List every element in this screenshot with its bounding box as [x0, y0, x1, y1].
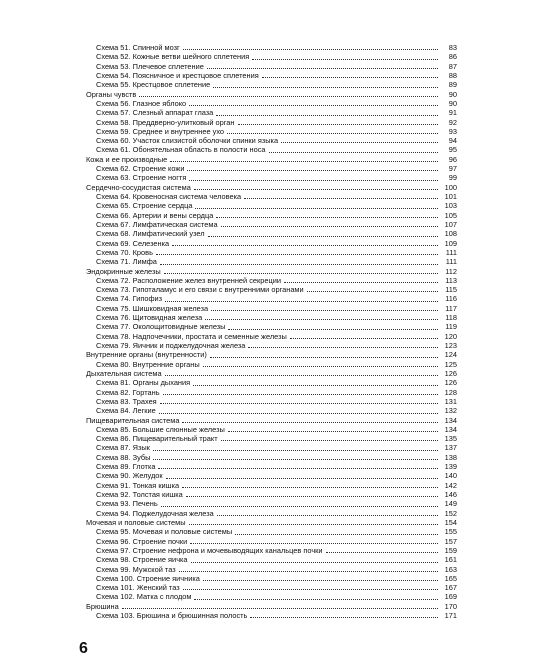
toc-entry [86, 527, 457, 536]
dot-leader [194, 599, 438, 600]
dot-leader [161, 506, 438, 507]
toc-page-number: 107 [444, 219, 457, 229]
toc-page-number: 134 [444, 415, 457, 425]
dot-leader [182, 487, 438, 488]
toc-page-number: 95 [448, 145, 457, 155]
toc-entry [86, 537, 457, 546]
toc-page-number: 118 [445, 313, 457, 323]
toc-label: Схема 83. Трахея [96, 396, 157, 406]
toc-entry [86, 62, 457, 71]
toc-label: Схема 74. Гипофиз [96, 294, 163, 304]
dot-leader [235, 534, 438, 535]
toc-page-number: 171 [444, 611, 457, 621]
toc-label: Схема 82. Гортань [96, 387, 160, 397]
toc-label: Схема 72. Расположение желез внутренней секреции [96, 275, 281, 285]
toc-page-number: 101 [444, 192, 457, 201]
toc-label: Схема 84. Легкие [96, 406, 156, 416]
toc-entry [86, 136, 457, 145]
toc-entry [86, 108, 457, 117]
toc-entry [86, 406, 457, 415]
toc-entry [86, 304, 457, 313]
toc-label: Схема 88. Зубы [96, 452, 151, 462]
toc-entry [86, 490, 457, 499]
dot-leader [183, 589, 438, 590]
toc-page-number: 149 [444, 499, 457, 509]
dot-leader [221, 440, 438, 441]
dot-leader [194, 189, 438, 190]
dot-leader [227, 133, 438, 134]
toc-page-number: 112 [445, 266, 457, 276]
toc-entry [86, 574, 457, 583]
dot-leader [170, 161, 438, 162]
toc-label: Схема 89. Глотка [96, 462, 156, 472]
dot-leader [190, 543, 438, 544]
toc-page-number: 91 [448, 108, 457, 118]
toc-label: Схема 71. Лимфа [96, 257, 157, 267]
toc-page-number: 113 [445, 275, 457, 285]
toc-label: Схема 98. Строение яичка [96, 555, 188, 565]
dot-leader [207, 68, 438, 69]
toc-entry [86, 118, 457, 127]
toc-entry [86, 80, 457, 89]
toc-page-number: 123 [444, 341, 457, 350]
toc-page-number: 103 [444, 201, 457, 211]
toc-entry [86, 397, 457, 406]
toc-label: Схема 63. Строение ногтя [96, 173, 187, 183]
toc-section [86, 416, 457, 425]
toc-entry [86, 239, 457, 248]
toc-entry [86, 99, 457, 108]
dot-leader [244, 198, 438, 199]
toc-label: Схема 91. Тонкая кишка [96, 480, 180, 490]
dot-leader [186, 496, 438, 497]
toc-page-number: 90 [448, 98, 457, 108]
dot-leader [159, 413, 438, 414]
toc-label: Схема 69. Селезенка [96, 238, 170, 248]
dot-leader [281, 142, 438, 143]
toc-page-number: 126 [444, 378, 457, 388]
dot-leader [163, 394, 438, 395]
toc-label: Схема 79. Яичник и поджелудочная железа [96, 341, 246, 350]
dot-leader [187, 170, 438, 171]
toc-section [86, 350, 457, 359]
toc-entry [86, 611, 457, 620]
dot-leader [160, 403, 438, 404]
toc-label: Схема 100. Строение яичника [96, 573, 200, 583]
toc-page-number: 89 [448, 80, 457, 90]
toc-label: Пищеварительная система [86, 415, 180, 425]
toc-entry [86, 565, 457, 574]
toc-page-number: 99 [448, 173, 457, 183]
toc-entry [86, 285, 457, 294]
dot-leader [290, 338, 438, 339]
toc-label: Схема 61. Обонятельная область в полости носа [96, 145, 266, 155]
toc-label: Кожа и ее производные [86, 154, 168, 164]
toc-page-number: 167 [444, 583, 457, 593]
toc-page-number: 94 [448, 136, 457, 146]
toc-page-number: 105 [444, 210, 457, 220]
toc-label: Схема 52. Кожные ветви шейного сплетения [96, 52, 250, 62]
toc-label: Схема 67. Лимфатическая система [96, 219, 218, 229]
toc-entry [86, 71, 457, 80]
toc-section [86, 602, 457, 611]
toc-label: Схема 64. Кровеносная система человека [96, 192, 242, 201]
toc-label: Схема 95. Мочевая и половые системы [96, 527, 233, 537]
dot-leader [284, 282, 438, 283]
toc-entry [86, 211, 457, 220]
toc-label: Схема 51. Спинной мозг [96, 43, 180, 52]
toc-entry [86, 229, 457, 238]
toc-page-number: 111 [445, 257, 457, 267]
toc-page-number: 116 [445, 294, 457, 304]
toc-page-number: 165 [444, 573, 457, 583]
dot-leader [195, 208, 438, 209]
toc-entry [86, 378, 457, 387]
dot-leader [189, 180, 438, 181]
toc-entry [86, 173, 457, 182]
table-of-contents [86, 43, 457, 620]
toc-page-number: 117 [445, 303, 457, 313]
toc-entry [86, 313, 457, 322]
toc-page-number: 125 [444, 359, 457, 369]
toc-label: Эндокринные железы [86, 266, 161, 276]
toc-page-number: 169 [444, 592, 457, 602]
dot-leader [153, 450, 438, 451]
toc-page-number: 159 [444, 545, 457, 555]
toc-entry [86, 220, 457, 229]
toc-entry [86, 546, 457, 555]
toc-label: Схема 57. Слезный аппарат глаза [96, 108, 214, 118]
toc-page-number: 119 [445, 322, 457, 332]
toc-label: Схема 97. Строение нефрона и мочевыводящих канальцев почки [96, 545, 323, 555]
toc-entry [86, 360, 457, 369]
dot-leader [193, 385, 438, 386]
toc-section [86, 369, 457, 378]
toc-page-number: 115 [445, 285, 457, 295]
toc-label: Схема 73. Гипоталамус и его связи с внутренними органами [96, 285, 304, 295]
dot-leader [252, 59, 438, 60]
toc-label: Схема 78. Надпочечники, простата и семенные железы [96, 331, 287, 341]
toc-page-number: 131 [444, 396, 457, 406]
toc-entry [86, 145, 457, 154]
toc-entry [86, 257, 457, 266]
toc-entry [86, 453, 457, 462]
toc-label: Сердечно-сосудистая система [86, 182, 191, 192]
dot-leader [172, 245, 438, 246]
toc-label: Схема 70. Кровь [96, 247, 153, 257]
dot-leader [158, 468, 438, 469]
dot-leader [165, 375, 438, 376]
toc-label: Дыхательная система [86, 368, 162, 378]
dot-leader [203, 580, 438, 581]
toc-entry [86, 322, 457, 331]
toc-label: Схема 102. Матка с плодом [96, 592, 192, 602]
toc-label: Схема 60. Участок слизистой оболочки спинки языка [96, 136, 279, 146]
toc-page-number: 83 [448, 43, 457, 52]
toc-section [86, 155, 457, 164]
toc-label: Брюшина [86, 601, 119, 611]
toc-page-number: 126 [444, 368, 457, 378]
toc-label: Схема 93. Печень [96, 499, 158, 509]
toc-entry [86, 555, 457, 564]
dot-leader [307, 291, 438, 292]
dot-leader [189, 524, 438, 525]
dot-leader [191, 562, 438, 563]
toc-entry [86, 388, 457, 397]
toc-label: Схема 68. Лимфатический узел [96, 229, 205, 239]
toc-entry [86, 294, 457, 303]
toc-page-number: 124 [444, 350, 457, 360]
toc-label: Схема 53. Плечевое сплетение [96, 61, 204, 71]
dot-leader [217, 515, 438, 516]
toc-label: Органы чувств [86, 89, 137, 99]
toc-page-number: 93 [448, 126, 457, 136]
toc-page-number: 170 [444, 601, 457, 611]
dot-leader [213, 87, 438, 88]
toc-page-number: 120 [444, 331, 457, 341]
toc-page-number: 134 [444, 424, 457, 434]
dot-leader [122, 608, 438, 609]
dot-leader [250, 617, 438, 618]
toc-label: Схема 56. Глазное яблоко [96, 98, 187, 108]
toc-entry [86, 276, 457, 285]
toc-section [86, 518, 457, 527]
toc-page-number: 88 [448, 70, 457, 80]
toc-page-number: 137 [444, 443, 457, 453]
toc-entry [86, 499, 457, 508]
dot-leader [189, 105, 438, 106]
toc-label: Схема 99. Мужской таз [96, 564, 176, 574]
toc-page-number: 128 [444, 387, 457, 397]
toc-label: Схема 101. Женский таз [96, 583, 180, 593]
toc-label: Схема 76. Щитовидная железа [96, 313, 203, 323]
dot-leader [269, 152, 439, 153]
dot-leader [179, 571, 438, 572]
toc-entry [86, 481, 457, 490]
toc-page-number: 100 [444, 182, 457, 192]
toc-entry [86, 192, 457, 201]
toc-entry [86, 592, 457, 601]
toc-label: Схема 55. Крестцовое сплетение [96, 80, 211, 90]
dot-leader [160, 264, 438, 265]
toc-label: Схема 92. Толстая кишка [96, 490, 183, 499]
dot-leader [326, 552, 438, 553]
toc-label: Схема 80. Внутренние органы [96, 359, 200, 369]
toc-label: Схема 86. Пищеварительный тракт [96, 434, 218, 444]
toc-section [86, 183, 457, 192]
toc-entry [86, 127, 457, 136]
dot-leader [156, 254, 438, 255]
toc-label: Схема 58. Преддверно-улитковый орган [96, 117, 235, 127]
toc-entry [86, 43, 457, 52]
toc-entry [86, 332, 457, 341]
toc-page-number: 111 [445, 247, 457, 257]
dot-leader [238, 124, 439, 125]
toc-label: Схема 75. Шишковидная железа [96, 303, 209, 313]
dot-leader [153, 459, 438, 460]
toc-page-number: 96 [448, 154, 457, 164]
toc-page-number: 142 [444, 480, 457, 490]
dot-leader [139, 96, 438, 97]
toc-label: Схема 103. Брюшина и брюшинная полость [96, 611, 248, 621]
toc-entry [86, 425, 457, 434]
dot-leader [164, 273, 438, 274]
toc-label: Схема 96. Строение почки [96, 536, 188, 546]
toc-label: Схема 54. Поясничное и крестцовое сплетения [96, 70, 259, 80]
toc-label: Схема 81. Органы дыхания [96, 378, 191, 388]
dot-leader [262, 77, 438, 78]
dot-leader [228, 431, 438, 432]
toc-entry [86, 201, 457, 210]
toc-entry [86, 341, 457, 350]
toc-label: Схема 66. Артерии и вены сердца [96, 210, 214, 220]
toc-page-number: 135 [444, 434, 457, 444]
toc-page-number: 92 [448, 117, 457, 127]
dot-leader [210, 357, 438, 358]
toc-page-number: 140 [444, 471, 457, 481]
toc-label: Схема 87. Язык [96, 443, 150, 453]
dot-leader [182, 422, 438, 423]
toc-entry [86, 509, 457, 518]
dot-leader [228, 329, 438, 330]
toc-entry [86, 443, 457, 452]
toc-label: Схема 59. Среднее и внутреннее ухо [96, 126, 225, 136]
toc-page-number: 90 [448, 89, 457, 99]
dot-leader [248, 347, 438, 348]
toc-entry [86, 583, 457, 592]
toc-page-number: 155 [444, 527, 457, 537]
dot-leader [203, 366, 438, 367]
toc-page-number: 138 [444, 452, 457, 462]
toc-page-number: 86 [448, 52, 457, 62]
toc-page-number: 157 [444, 536, 457, 546]
dot-leader [166, 478, 438, 479]
dot-leader [216, 115, 438, 116]
toc-label: Схема 94. Поджелудочная железа [96, 508, 214, 518]
toc-section [86, 267, 457, 276]
toc-entry [86, 471, 457, 480]
toc-entry [86, 434, 457, 443]
dot-leader [165, 301, 438, 302]
toc-entry [86, 164, 457, 173]
toc-entry [86, 52, 457, 61]
toc-label: Схема 62. Строение кожи [96, 164, 185, 174]
toc-page-number: 87 [448, 61, 457, 71]
dot-leader [183, 49, 438, 50]
toc-section [86, 90, 457, 99]
toc-entry [86, 248, 457, 257]
toc-label: Схема 65. Строение сердца [96, 201, 193, 211]
toc-label: Схема 90. Желудок [96, 471, 163, 481]
toc-page-number: 139 [444, 462, 457, 472]
dot-leader [211, 310, 438, 311]
toc-page-number: 97 [448, 164, 457, 174]
dot-leader [205, 319, 438, 320]
toc-page-number: 108 [444, 229, 457, 239]
toc-label: Схема 85. Большие слюнные железы [96, 424, 225, 434]
dot-leader [208, 236, 438, 237]
dot-leader [221, 226, 438, 227]
toc-page-number: 152 [444, 508, 457, 518]
toc-page-number: 154 [444, 517, 457, 527]
dot-leader [216, 217, 438, 218]
toc-page-number: 161 [444, 555, 457, 565]
toc-page-number: 146 [444, 490, 457, 499]
toc-page-number: 132 [444, 406, 457, 416]
page-number: 6 [79, 640, 88, 657]
toc-entry [86, 462, 457, 471]
toc-label: Мочевая и половые системы [86, 517, 186, 527]
toc-label: Схема 77. Околощитовидные железы [96, 322, 226, 332]
toc-label: Внутренние органы (внутренности) [86, 350, 207, 360]
toc-page-number: 163 [444, 564, 457, 574]
toc-page-number: 109 [444, 238, 457, 248]
